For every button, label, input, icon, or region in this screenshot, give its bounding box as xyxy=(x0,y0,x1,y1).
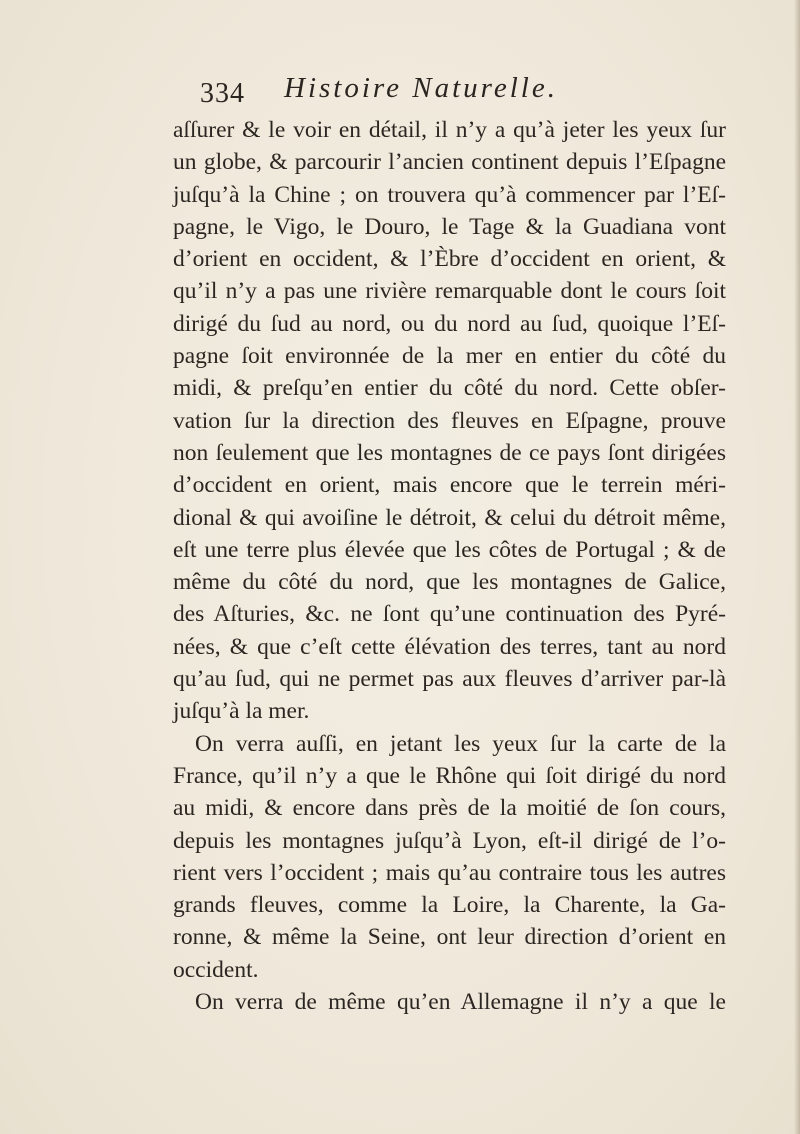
text-line: occident. xyxy=(173,956,259,983)
text-line: juſqu’à la Chine ; on trouvera qu’à commencer par l’Eſ- xyxy=(173,181,726,208)
text-line: On verra auſſi, en jetant les yeux ſur la carte de la xyxy=(195,730,726,757)
text-line: au midi, & encore dans près de la moitié de ſon cours, xyxy=(173,795,726,822)
text-line: grands fleuves, comme la Loire, la Charente, la Ga- xyxy=(173,892,726,919)
text-line: France, qu’il n’y a que le Rhône qui ſoit dirigé du nord xyxy=(173,762,726,789)
text-line: depuis les montagnes juſqu’à Lyon, eſt-il dirigé de l’o- xyxy=(173,827,726,854)
text-line: On verra de même qu’en Allemagne il n’y a que le xyxy=(195,989,726,1016)
text-line: nées, & que c’eſt cette élévation des terres, tant au nord xyxy=(173,633,726,660)
running-title: Histoire Naturelle. xyxy=(284,72,558,104)
text-line: eſt une terre plus élevée que les côtes de Portugal ; & de xyxy=(173,536,726,563)
page-header xyxy=(200,72,720,112)
body-text xyxy=(173,114,726,1018)
text-line: d’orient en occident, & l’Èbre d’occident en orient, & xyxy=(173,246,726,273)
text-line: même du côté du nord, que les montagnes de Galice, xyxy=(173,569,726,596)
text-line: qu’au ſud, qui ne permet pas aux fleuves d’arriver par-là xyxy=(173,666,726,693)
text-line: vation ſur la direction des fleuves en Eſpagne, prouve xyxy=(173,407,726,434)
text-line: dional & qui avoiſine le détroit, & celui du détroit même, xyxy=(173,504,726,531)
text-line: dirigé du ſud au nord, ou du nord au ſud, quoique l’Eſ- xyxy=(173,310,726,337)
text-line: aſſurer & le voir en détail, il n’y a qu’à jeter les yeux ſur xyxy=(173,117,726,143)
text-line: rient vers l’occident ; mais qu’au contraire tous les autres xyxy=(173,859,726,886)
page-edge-shadow xyxy=(794,0,800,1134)
text-line: midi, & preſqu’en entier du côté du nord. Cette obſer- xyxy=(173,375,726,402)
text-line: d’occident en orient, mais encore que le terrein méri- xyxy=(173,472,726,499)
text-line: non ſeulement que les montagnes de ce pays ſont dirigées xyxy=(173,439,726,466)
text-line: pagne ſoit environnée de la mer en entier du côté du xyxy=(173,343,726,370)
text-line: un globe, & parcourir l’ancien continent depuis l’Eſpagne xyxy=(173,149,726,176)
text-line: ronne, & même la Seine, ont leur direction d’orient en xyxy=(173,924,726,951)
text-line: qu’il n’y a pas une rivière remarquable dont le cours ſoit xyxy=(173,278,726,305)
page-number: 334 xyxy=(200,78,245,109)
text-line: des Aſturies, &c. ne ſont qu’une continuation des Pyré- xyxy=(173,601,726,628)
text-line: juſqu’à la mer. xyxy=(173,698,310,725)
text-line: pagne, le Vigo, le Douro, le Tage & la Guadiana vont xyxy=(173,213,726,240)
